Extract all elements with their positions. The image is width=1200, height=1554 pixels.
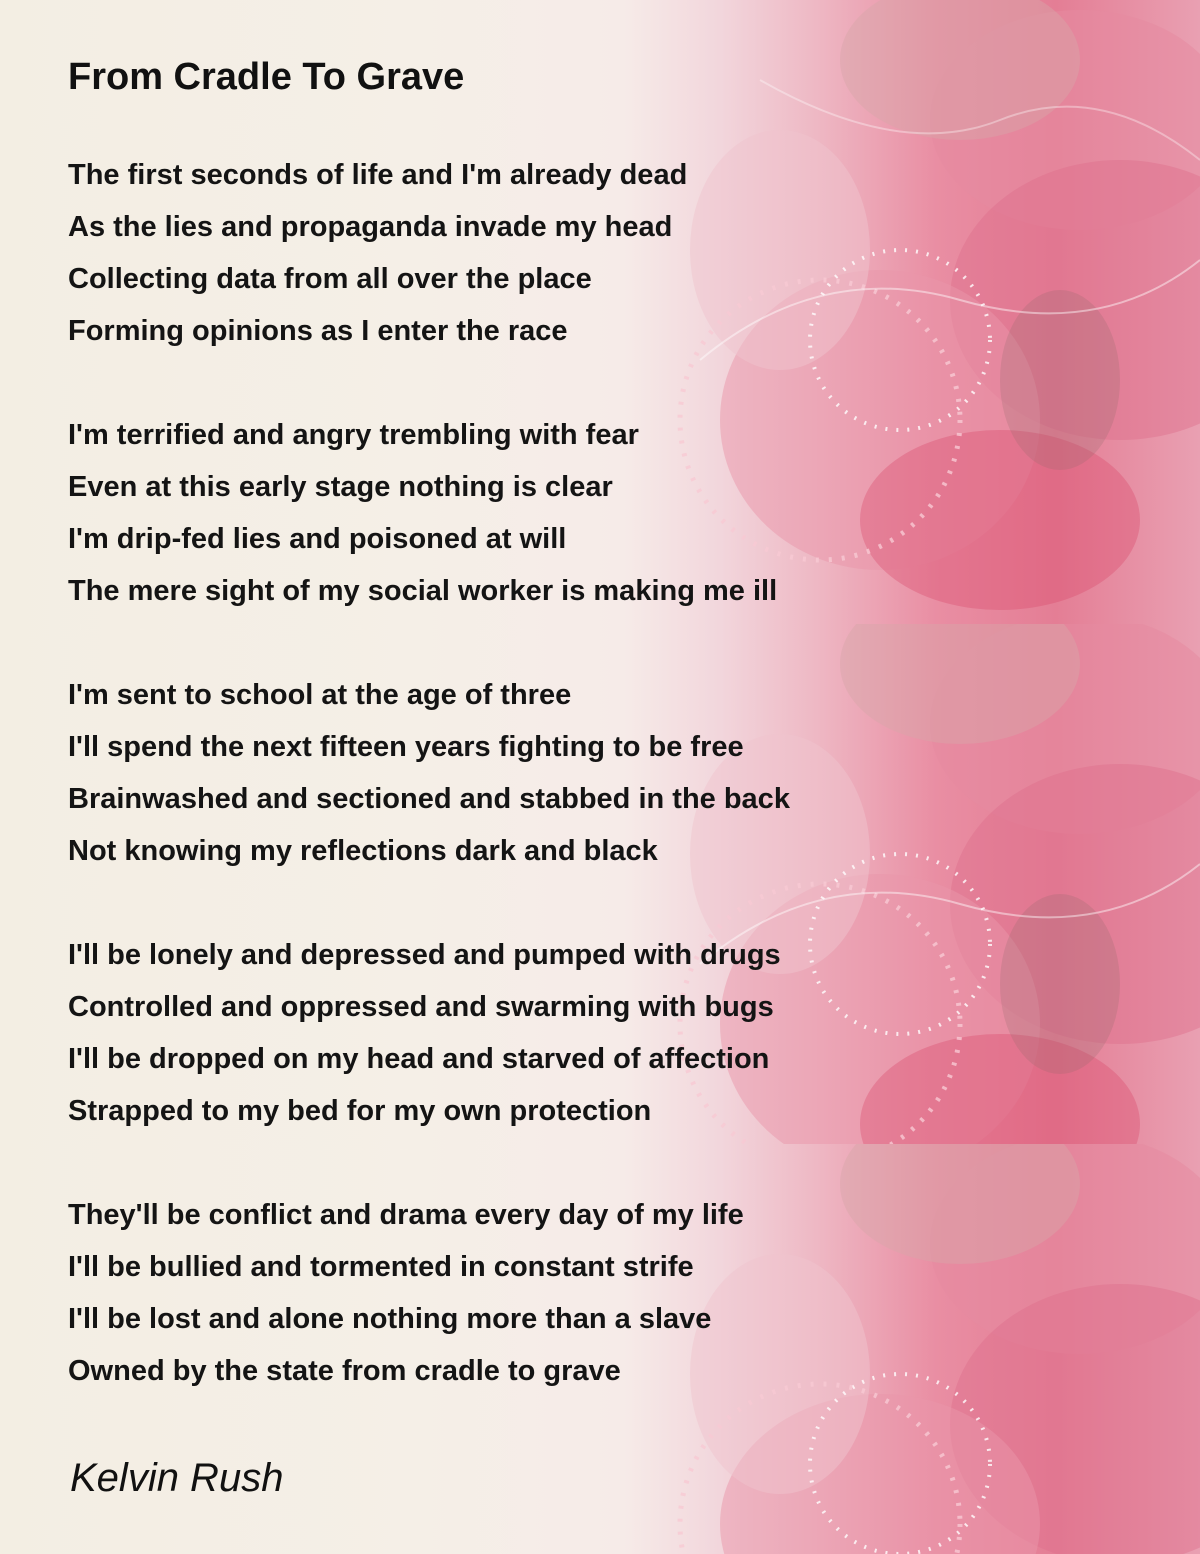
poem-line: Controlled and oppressed and swarming with bugs	[68, 991, 774, 1023]
poem-line: As the lies and propaganda invade my head	[68, 211, 673, 243]
stanza	[68, 669, 790, 877]
poem-author: Kelvin Rush	[70, 1456, 284, 1500]
stanza	[68, 149, 687, 357]
poem-line: I'm sent to school at the age of three	[68, 679, 572, 711]
poem-line: Forming opinions as I enter the race	[68, 315, 568, 347]
poem-line: Brainwashed and sectioned and stabbed in the back	[68, 783, 790, 815]
poem-line: I'll be lost and alone nothing more than a slave	[68, 1303, 712, 1335]
poem-line: I'll spend the next fifteen years fighting to be free	[68, 731, 744, 763]
poem-line: Not knowing my reflections dark and black	[68, 835, 658, 867]
poem-line: I'm terrified and angry trembling with fear	[68, 419, 639, 451]
poem-title: From Cradle To Grave	[68, 56, 465, 98]
stanza	[68, 1189, 744, 1397]
poem-line: I'm drip-fed lies and poisoned at will	[68, 523, 567, 555]
poem-line: Collecting data from all over the place	[68, 263, 592, 295]
poem-line: Owned by the state from cradle to grave	[68, 1355, 621, 1387]
poem-line: I'll be dropped on my head and starved of affection	[68, 1043, 770, 1075]
poem-line: They'll be conflict and drama every day of my life	[68, 1199, 744, 1231]
poem-line: I'll be bullied and tormented in constant strife	[68, 1251, 694, 1283]
stanza	[68, 409, 777, 617]
poem-line: Strapped to my bed for my own protection	[68, 1095, 652, 1127]
poem-line: The first seconds of life and I'm already dead	[68, 159, 688, 191]
stanza	[68, 929, 781, 1137]
poem-line: The mere sight of my social worker is making me ill	[68, 575, 778, 607]
poem-line: I'll be lonely and depressed and pumped with drugs	[68, 939, 781, 971]
poem-line: Even at this early stage nothing is clear	[68, 471, 613, 503]
